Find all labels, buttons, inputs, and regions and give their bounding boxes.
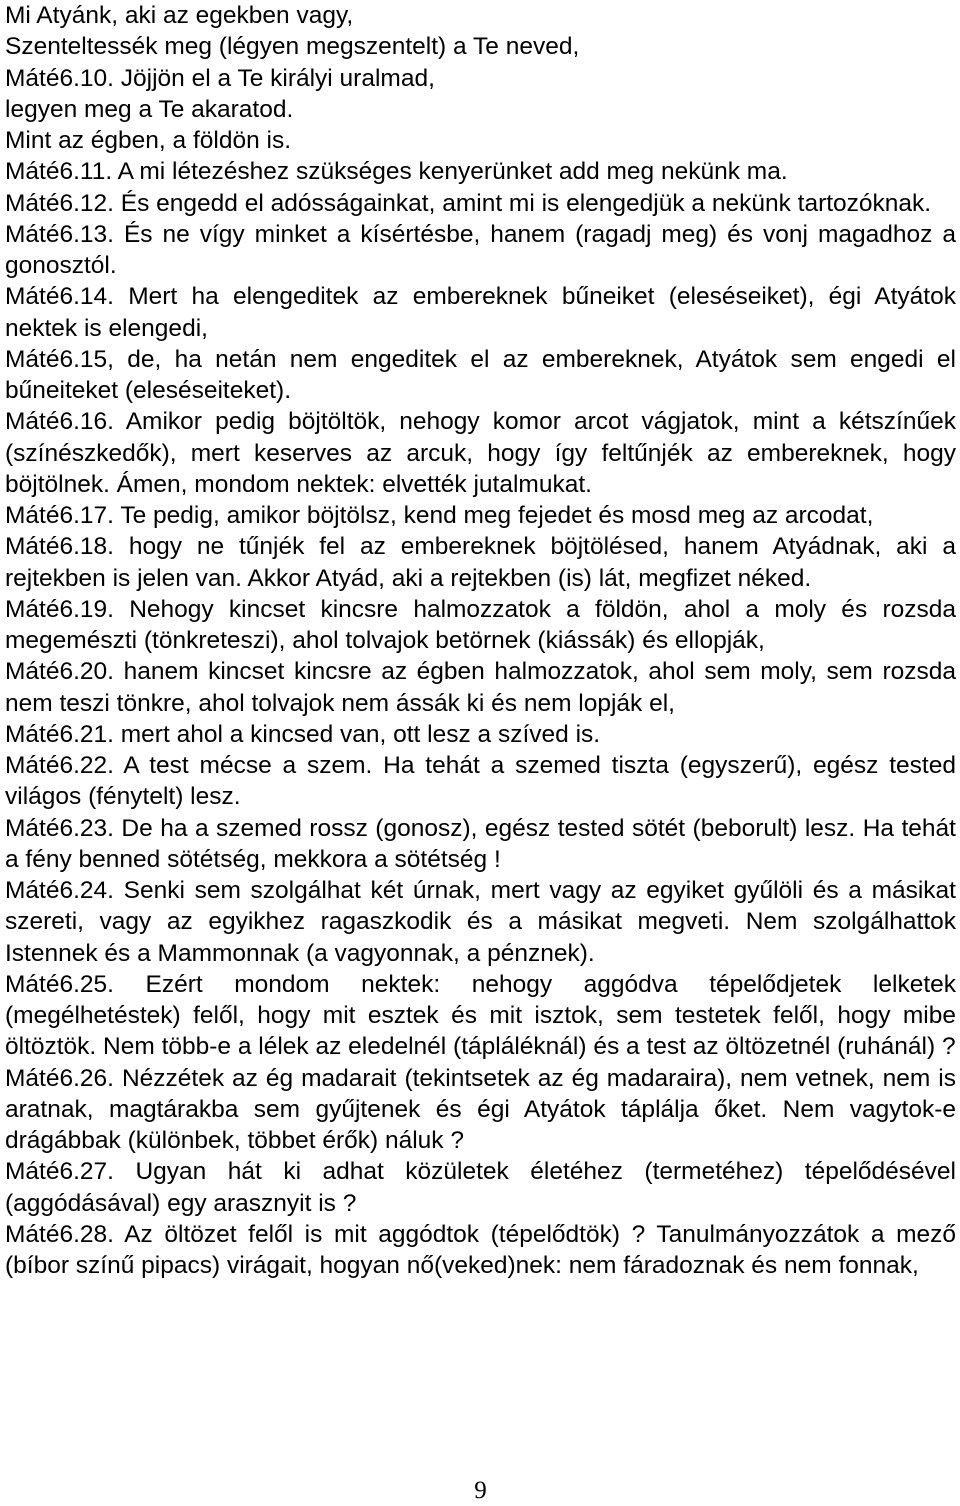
verse-paragraph: Máté6.17. Te pedig, amikor böjtölsz, kend meg fejedet és mosd meg az arcodat, [5, 502, 874, 529]
page-number: 9 [474, 1477, 487, 1504]
verse-paragraph: Máté6.20. hanem kincset kincsre az égben halmozzatok, ahol sem moly, sem rozsda nem teszi tönkre, ahol tolvajok nem ássák ki és nem lopják el, [5, 658, 956, 717]
document-body [5, 0, 956, 1281]
verse-paragraph: Máté6.26. Nézzétek az ég madarait (tekintsetek az ég madaraira), nem vetnek, nem is aratnak, magtárakba sem gyűjtenek és égi Atyátok táplálja őket. Nem vagytok-e drágábbak (különbek, többet érők) náluk ? [5, 1064, 956, 1154]
prayer-line: legyen meg a Te akaratod. [5, 95, 294, 123]
verse-paragraph: Máté6.25. Ezért mondom nektek: nehogy aggódva tépelődjetek lelketek (megélhetéstek) felől, hogy mit esztek és mit isztok, sem testetek felől, hogy mibe öltöztök. Nem több-e a lélek az eledelnél (tápláléknál) és a test az öltözetnél (ruhánál) ? [5, 970, 956, 1061]
document-page [5, 0, 956, 1506]
verse-paragraph: Máté6.28. Az öltözet felől is mit aggódtok (tépelődtök) ? Tanulmányozzátok a mező (bíbor színű pipacs) virágait, hogyan nő(veked)nek: nem fáradoznak és nem fonnak, [5, 1220, 956, 1279]
verse-paragraph: Máté6.24. Senki sem szolgálhat két úrnak, mert vagy az egyiket gyűlöli és a másikat szereti, vagy az egyikhez ragaszkodik és a másikat megveti. Nem szolgálhattok Istennek és a Mammonnak (a vagyonnak, a pénznek). [5, 877, 956, 967]
verse-paragraph: Máté6.14. Mert ha elengeditek az embereknek bűneiket (eleséseiket), égi Atyátok nektek is elengedi, [5, 283, 956, 342]
verse-paragraph: Máté6.23. De ha a szemed rossz (gonosz), egész tested sötét (beborult) lesz. Ha tehát a fény benned sötétség, mekkora a sötétség ! [5, 814, 956, 873]
verse-paragraph: Máté6.22. A test mécse a szem. Ha tehát a szemed tiszta (egyszerű), egész tested világos (fénytelt) lesz. [5, 752, 956, 811]
verse-paragraph: Máté6.13. És ne vígy minket a kísértésbe, hanem (ragadj meg) és vonj magadhoz a gonosztól. [5, 220, 956, 279]
verse-paragraph: Máté6.15, de, ha netán nem engeditek el az embereknek, Atyátok sem engedi el bűneiteket (eleséseiteket). [5, 345, 956, 404]
verse-paragraph: Máté6.16. Amikor pedig böjtöltök, nehogy komor arcot vágjatok, mint a kétszínűek (színészkedők), mert keserves az arcuk, hogy így feltűnjék az embereknek, hogy böjtölnek. Ámen, mondom nektek: elvették jutalmukat. [5, 408, 956, 498]
verse-paragraph: Máté6.12. És engedd el adósságainkat, amint mi is elengedjük a nekünk tartozóknak. [5, 189, 932, 217]
prayer-line: Mi Atyánk, aki az egekben vagy, [5, 2, 354, 29]
prayer-line: Szenteltessék meg (légyen megszentelt) a Te neved, [5, 33, 580, 61]
verse-paragraph: Máté6.19. Nehogy kincset kincsre halmozzatok a földön, ahol a moly és rozsda megemészti (tönkreteszi), ahol tolvajok betörnek (kiássák) és ellopják, [5, 595, 956, 654]
verse-paragraph: Máté6.27. Ugyan hát ki adhat közületek életéhez (termetéhez) tépelődésével (aggódásával) egy arasznyit is ? [5, 1158, 956, 1217]
prayer-line: Mint az égben, a földön is. [5, 127, 292, 154]
prayer-line: Máté6.10. Jöjjön el a Te királyi uralmad, [5, 64, 435, 92]
verse-paragraph: Máté6.21. mert ahol a kincsed van, ott lesz a szíved is. [5, 720, 601, 748]
verse-paragraph: Máté6.11. A mi létezéshez szükséges kenyerünket add meg nekünk ma. [5, 158, 788, 186]
verse-paragraph: Máté6.18. hogy ne tűnjék fel az embereknek böjtölésed, hanem Atyádnak, aki a rejtekben is jelen van. Akkor Atyád, aki a rejtekben (is) lát, megfizet néked. [5, 533, 956, 592]
